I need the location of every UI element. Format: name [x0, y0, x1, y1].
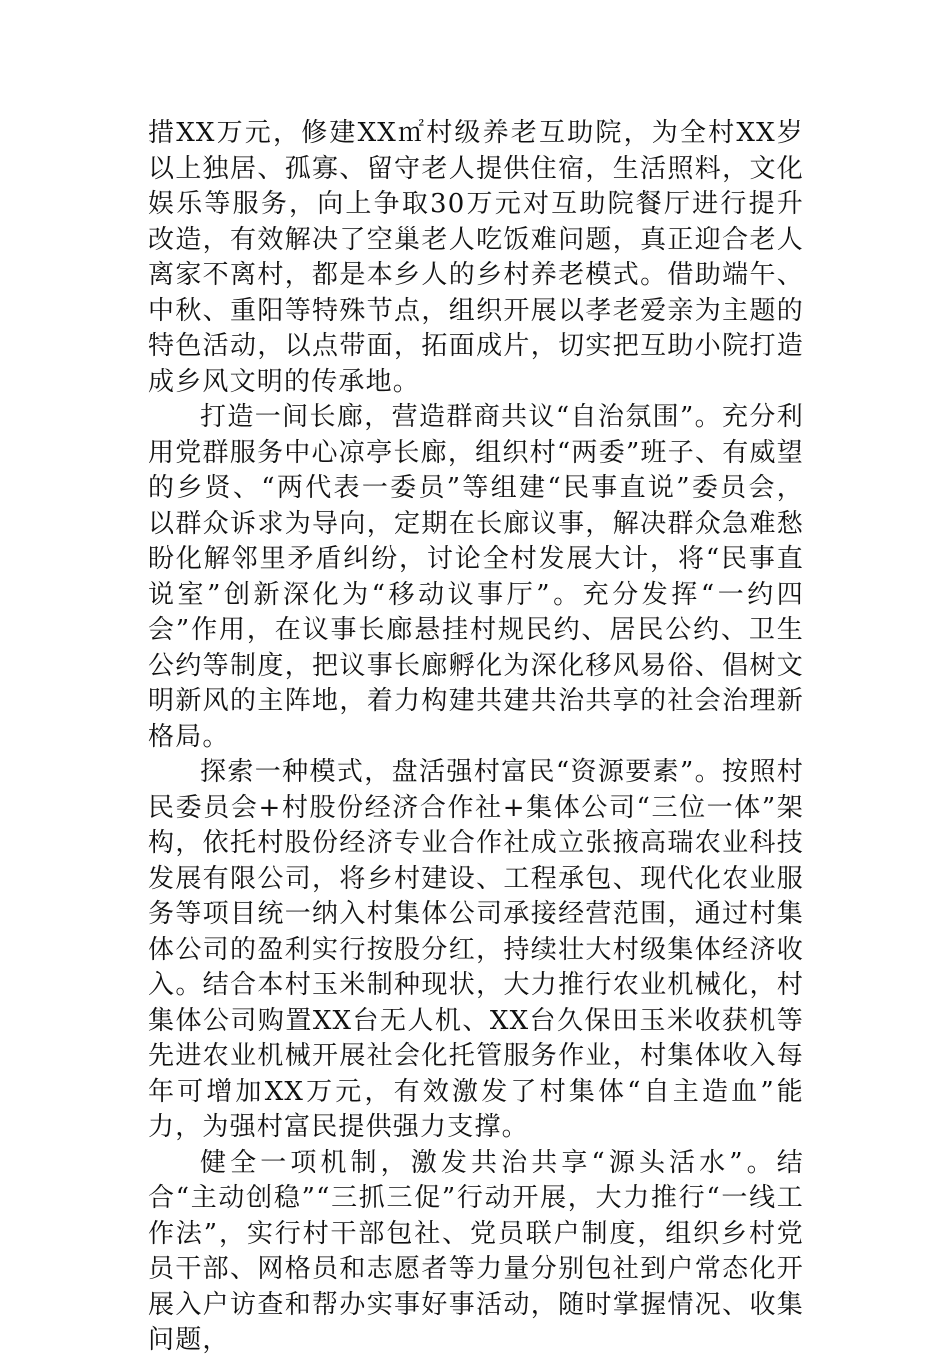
paragraph-2: 打造一间长廊，营造群商共议“自治氛围”。充分利用党群服务中心凉亭长廊，组织村“两委”班子、有威望的乡贤、“两代表一委员”等组建“民事直说”委员会，以群众诉求为导向，定期在长廊议事，解决群众急难愁盼化解邻里矛盾纠纷，讨论全村发展大计，将“民事直说室”创新深化为“移动议事厅”。充分发挥“一约四会”作用，在议事长廊悬挂村规民约、居民公约、卫生公约等制度，把议事长廊孵化为深化移风易俗、倡树文明新风的主阵地，着力构建共建共治共享的社会治理新格局。: [148, 402, 804, 752]
paragraph-4: 健全一项机制，激发共治共享“源头活水”。结合“主动创稳”“三抓三促”行动开展，大力推行“一线工作法”，实行村干部包社、党员联户制度，组织乡村党员干部、网格员和志愿者等力量分别包社到户常态化开展入户访查和帮办实事好事活动，随时掌握情况、收集问题，: [148, 1147, 804, 1355]
paragraph-3: 探索一种模式，盘活强村富民“资源要素”。按照村民委员会+村股份经济合作社+集体公司“三位一体”架构，依托村股份经济专业合作社成立张掖高瑞农业科技发展有限公司，将乡村建设、工程承包、现代化农业服务等项目统一纳入村集体公司承接经营范围，通过村集体公司的盈利实行按股分红，持续壮大村级集体经济收入。结合本村玉米制种现状，大力推行农业机械化，村集体公司购置XX台无人机、XX台久保田玉米收获机等先进农业机械开展社会化托管服务作业，村集体收入每年可增加XX万元，有效激发了村集体“自主造血”能力，为强村富民提供强力支撑。: [148, 757, 804, 1142]
document-body: [148, 116, 804, 1359]
paragraph-1: 措XX万元，修建XX㎡村级养老互助院，为全村XX岁以上独居、孤寡、留守老人提供住宿，生活照料，文化娱乐等服务，向上争取30万元对互助院餐厅进行提升改造，有效解决了空巢老人吃饭难问题，真正迎合老人离家不离村，都是本乡人的乡村养老模式。借助端午、中秋、重阳等特殊节点，组织开展以孝老爱亲为主题的特色活动，以点带面，拓面成片，切实把互助小院打造成乡风文明的传承地。: [148, 118, 804, 397]
